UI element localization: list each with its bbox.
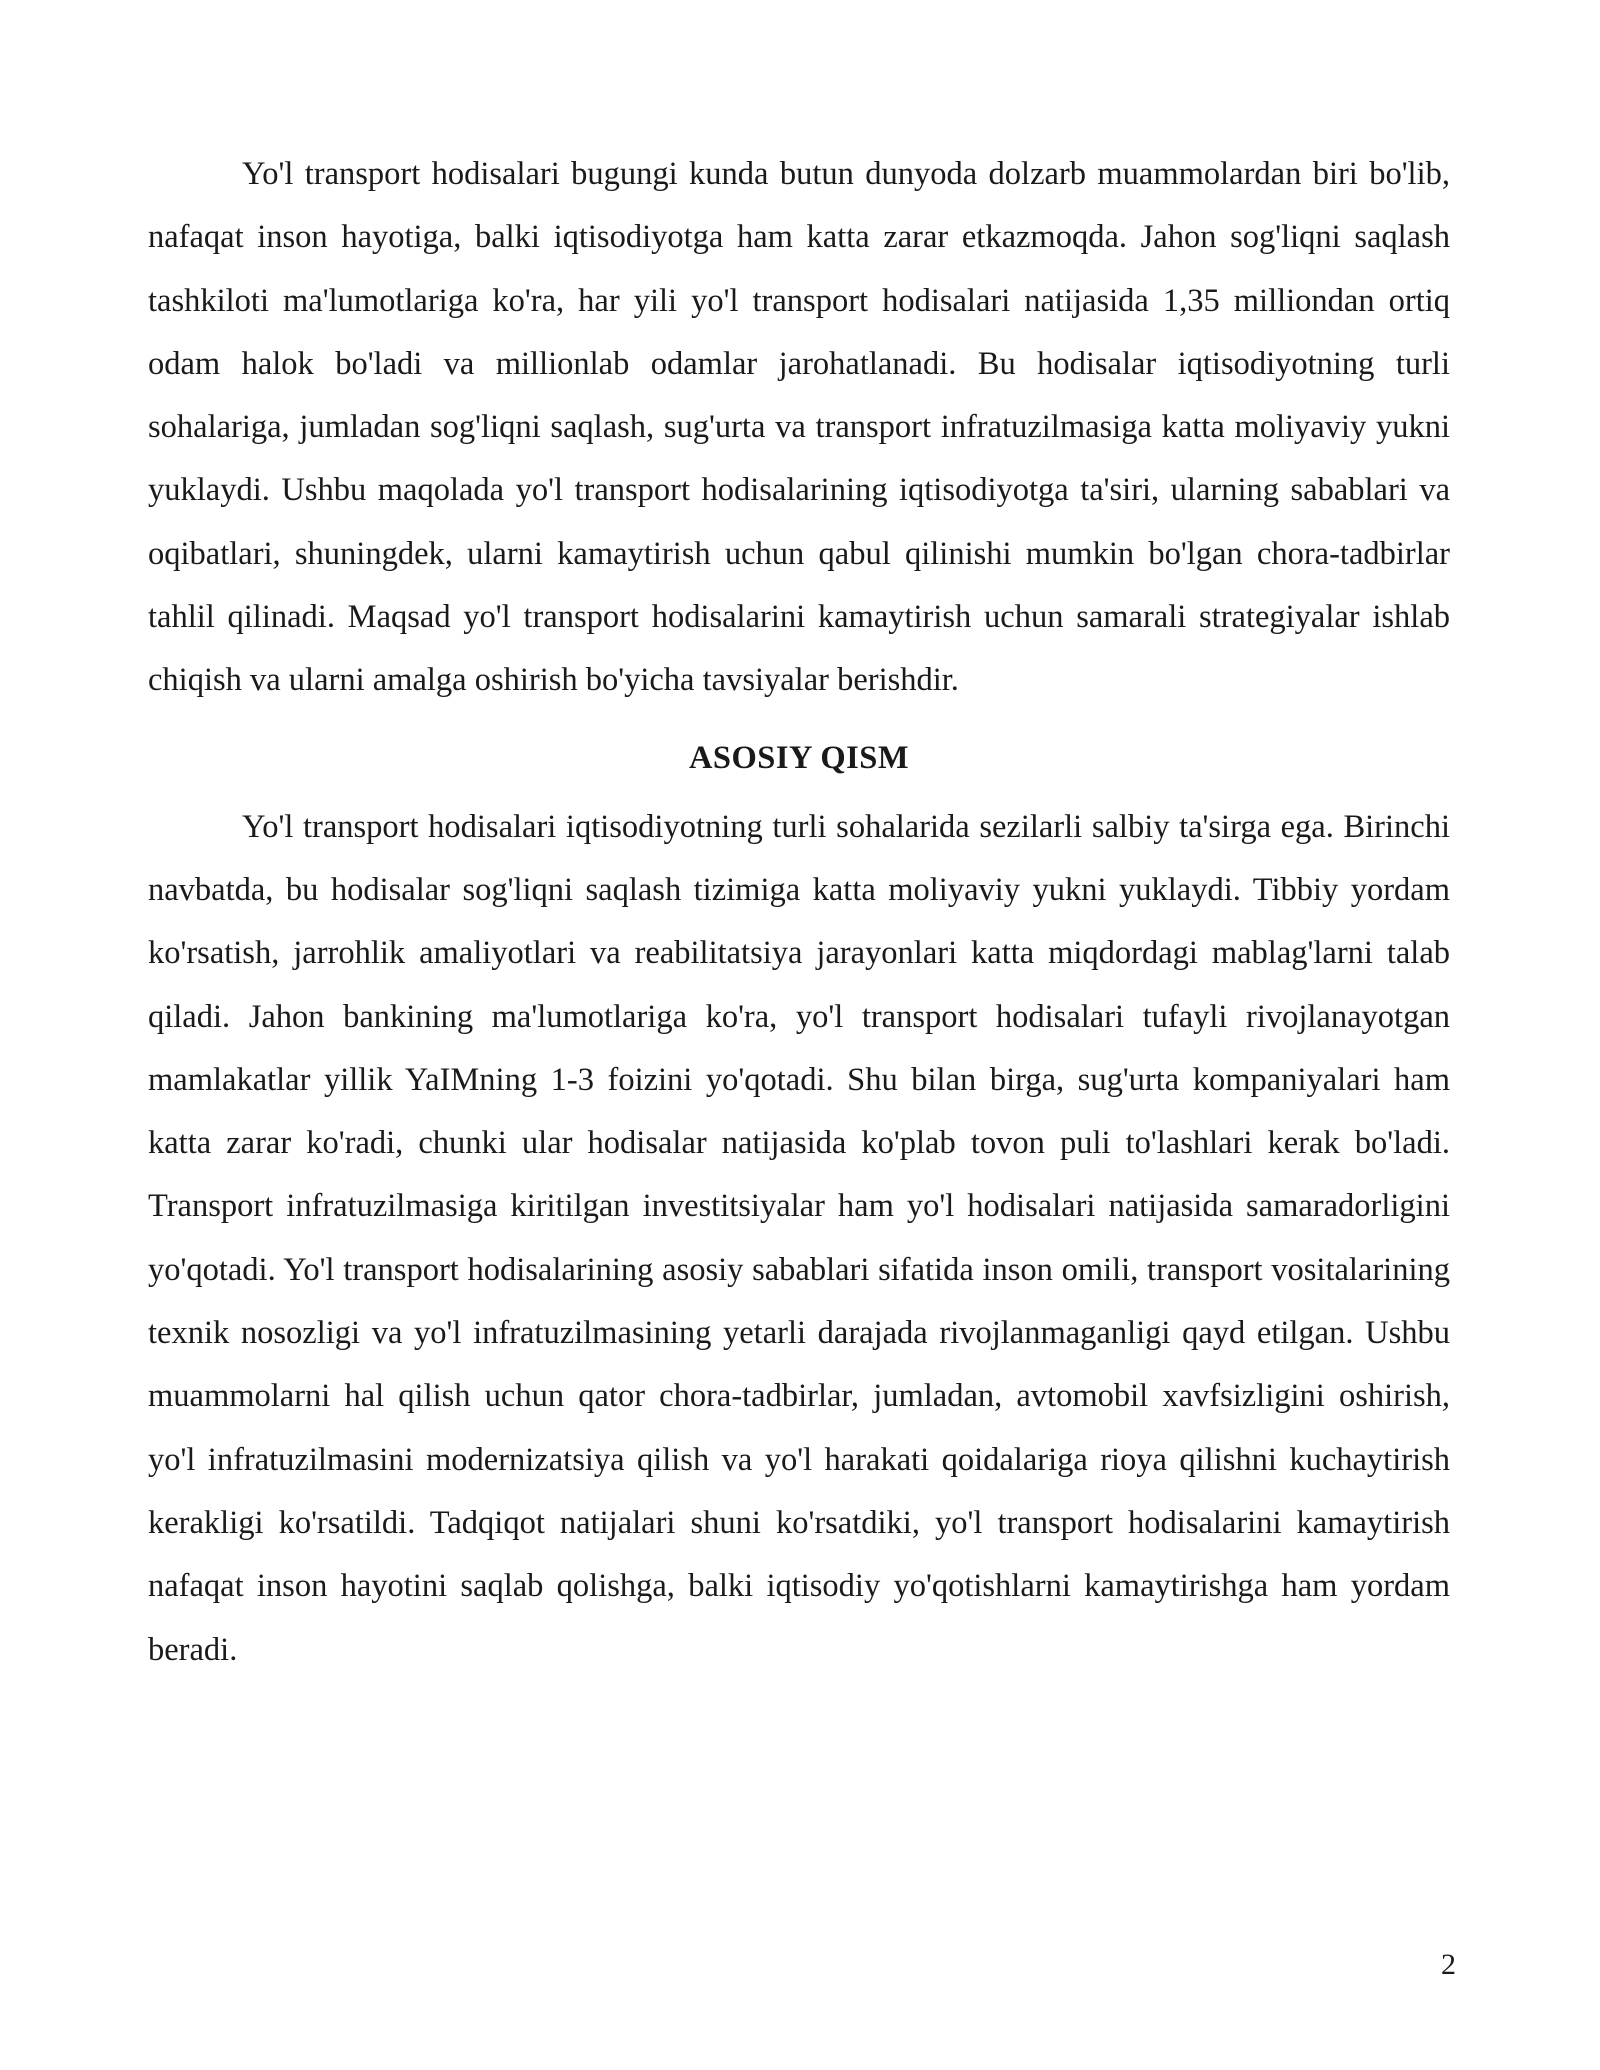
document-page [148, 143, 1450, 1682]
intro-paragraph: Yo'l transport hodisalari bugungi kunda butun dunyoda dolzarb muammolardan biri bo'lib, nafaqat inson hayotiga, balki iqtisodiyotga ham katta zarar etkazmoqda. Jahon sog'liqni saqlash tashkiloti ma'lumotlariga ko'ra, har yili yo'l transport hodisalari natijasida 1,35 milliondan ortiq odam halok bo'ladi va millionlab odamlar jarohatlanadi. Bu hodisalar iqtisodiyotning turli sohalariga, jumladan sog'liqni saqlash, sug'urta va transport infratuzilmasiga katta moliyaviy yukni yuklaydi. Ushbu maqolada yo'l transport hodisalarining iqtisodiyotga ta'siri, ularning sabablari va oqibatlari, shuningdek, ularni kamaytirish uchun qabul qilinishi mumkin bo'lgan chora-tadbirlar tahlil qilinadi. Maqsad yo'l transport hodisalarini kamaytirish uchun samarali strategiyalar ishlab chiqish va ularni amalga oshirish bo'yicha tavsiyalar berishdir. [148, 156, 1450, 699]
section-heading: ASOSIY QISM [688, 739, 910, 776]
page-number: 2 [1441, 1948, 1456, 1981]
main-paragraph: Yo'l transport hodisalari iqtisodiyotning turli sohalarida sezilarli salbiy ta'sirga ega. Birinchi navbatda, bu hodisalar sog'liqni saqlash tizimiga katta moliyaviy yukni yuklaydi. Tibbiy yordam ko'rsatish, jarrohlik amaliyotlari va reabilitatsiya jarayonlari katta miqdordagi mablag'larni talab qiladi. Jahon bankining ma'lumotlariga ko'ra, yo'l transport hodisalari tufayli rivojlanayotgan mamlakatlar yillik YaIMning 1-3 foizini yo'qotadi. Shu bilan birga, sug'urta kompaniyalari ham katta zarar ko'radi, chunki ular hodisalar natijasida ko'plab tovon puli to'lashlari kerak bo'ladi. Transport infratuzilmasiga kiritilgan investitsiyalar ham yo'l hodisalari natijasida samaradorligini yo'qotadi. Yo'l transport hodisalarining asosiy sabablari sifatida inson omili, transport vositalarining texnik nosozligi va yo'l infratuzilmasining yetarli darajada rivojlanmaganligi qayd etilgan. Ushbu muammolarni hal qilish uchun qator chora-tadbirlar, jumladan, avtomobil xavfsizligini oshirish, yo'l infratuzilmasini modernizatsiya qilish va yo'l harakati qoidalariga rioya qilishni kuchaytirish kerakligi ko'rsatildi. Tadqiqot natijalari shuni ko'rsatdiki, yo'l transport hodisalarini kamaytirish nafaqat inson hayotini saqlab qolishga, balki iqtisodiy yo'qotishlarni kamaytirishga ham yordam beradi. [148, 808, 1450, 1668]
